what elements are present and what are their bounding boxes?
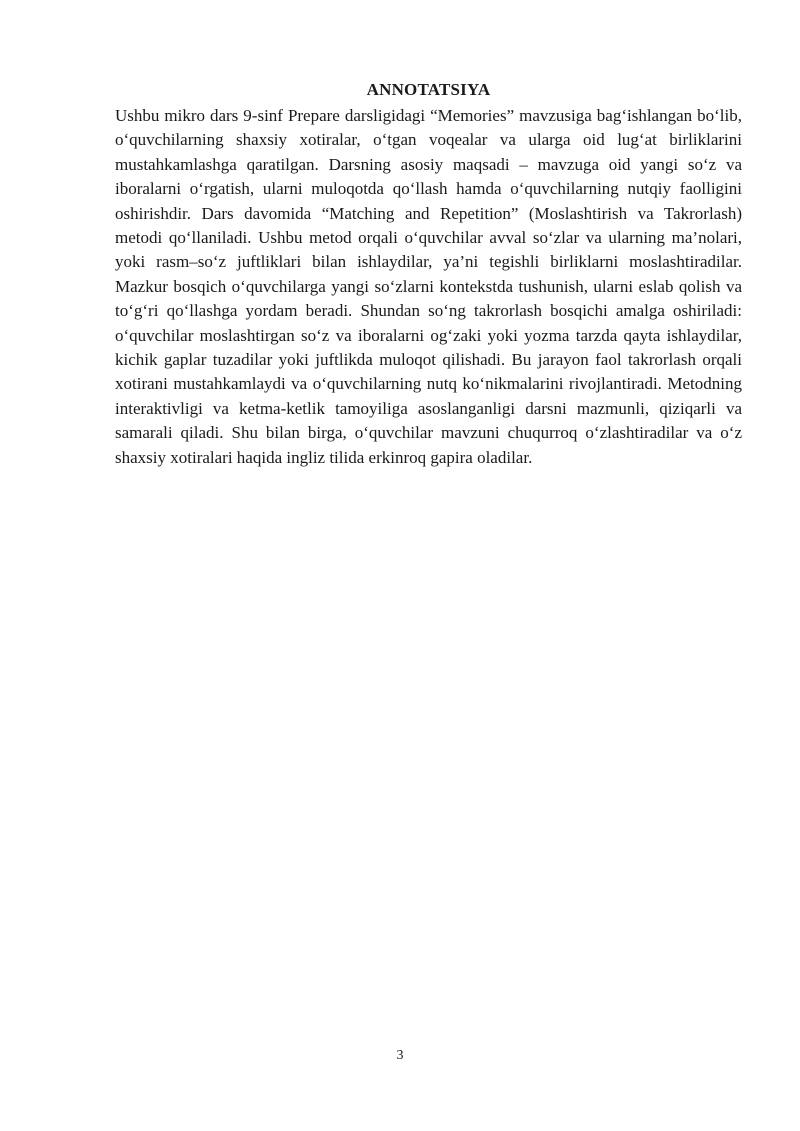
abstract-paragraph: Ushbu mikro dars 9-sinf Prepare darsligidagi “Memories” mavzusiga bag‘ishlangan bo‘lib, o‘quvchilarning shaxsiy xotiralar, o‘tgan voqealar va ularga oid lug‘at birliklarini mustahkamlashga qaratilgan. Darsning asosiy maqsadi – mavzuga oid yangi so‘z va iboralarni o‘rgatish, ularni muloqotda qo‘llash hamda o‘quvchilarning nutqiy faolligini oshirishdir. Dars davomida “Matching and Repetition” (Moslashtirish va Takrorlash) metodi qo‘llaniladi. Ushbu metod orqali o‘quvchilar avval so‘zlar va ularning ma’nolari, yoki rasm–so‘z juftliklari bilan ishlaydilar, ya’ni tegishli birliklarni moslashtiradilar. Mazkur bosqich o‘quvchilarga yangi so‘zlarni kontekstda tushunish, ularni eslab qolish va to‘g‘ri qo‘llashga yordam beradi. Shundan so‘ng takrorlash bosqichi amalga oshiriladi: o‘quvchilar moslashtirgan so‘z va iboralarni og‘zaki yoki yozma tarzda qayta ishlaydilar, kichik gaplar tuzadilar yoki juftlikda muloqot qilishadi. Bu jarayon faol takrorlash orqali xotirani mustahkamlaydi va o‘quvchilarning nutq ko‘nikmalarini rivojlantiradi. Metodning interaktivligi va ketma-ketlik tamoyiliga asoslanganligi darsni mazmunli, qiziqarli va samarali qiladi. Shu bilan birga, o‘quvchilar mavzuni chuqurroq o‘zlashtiradilar va o‘z shaxsiy xotiralari haqida ingliz tilida erkinroq gapira oladilar.: [115, 106, 742, 467]
page-title: ANNOTATSIYA: [366, 80, 491, 99]
page-number: 3: [396, 1048, 404, 1063]
